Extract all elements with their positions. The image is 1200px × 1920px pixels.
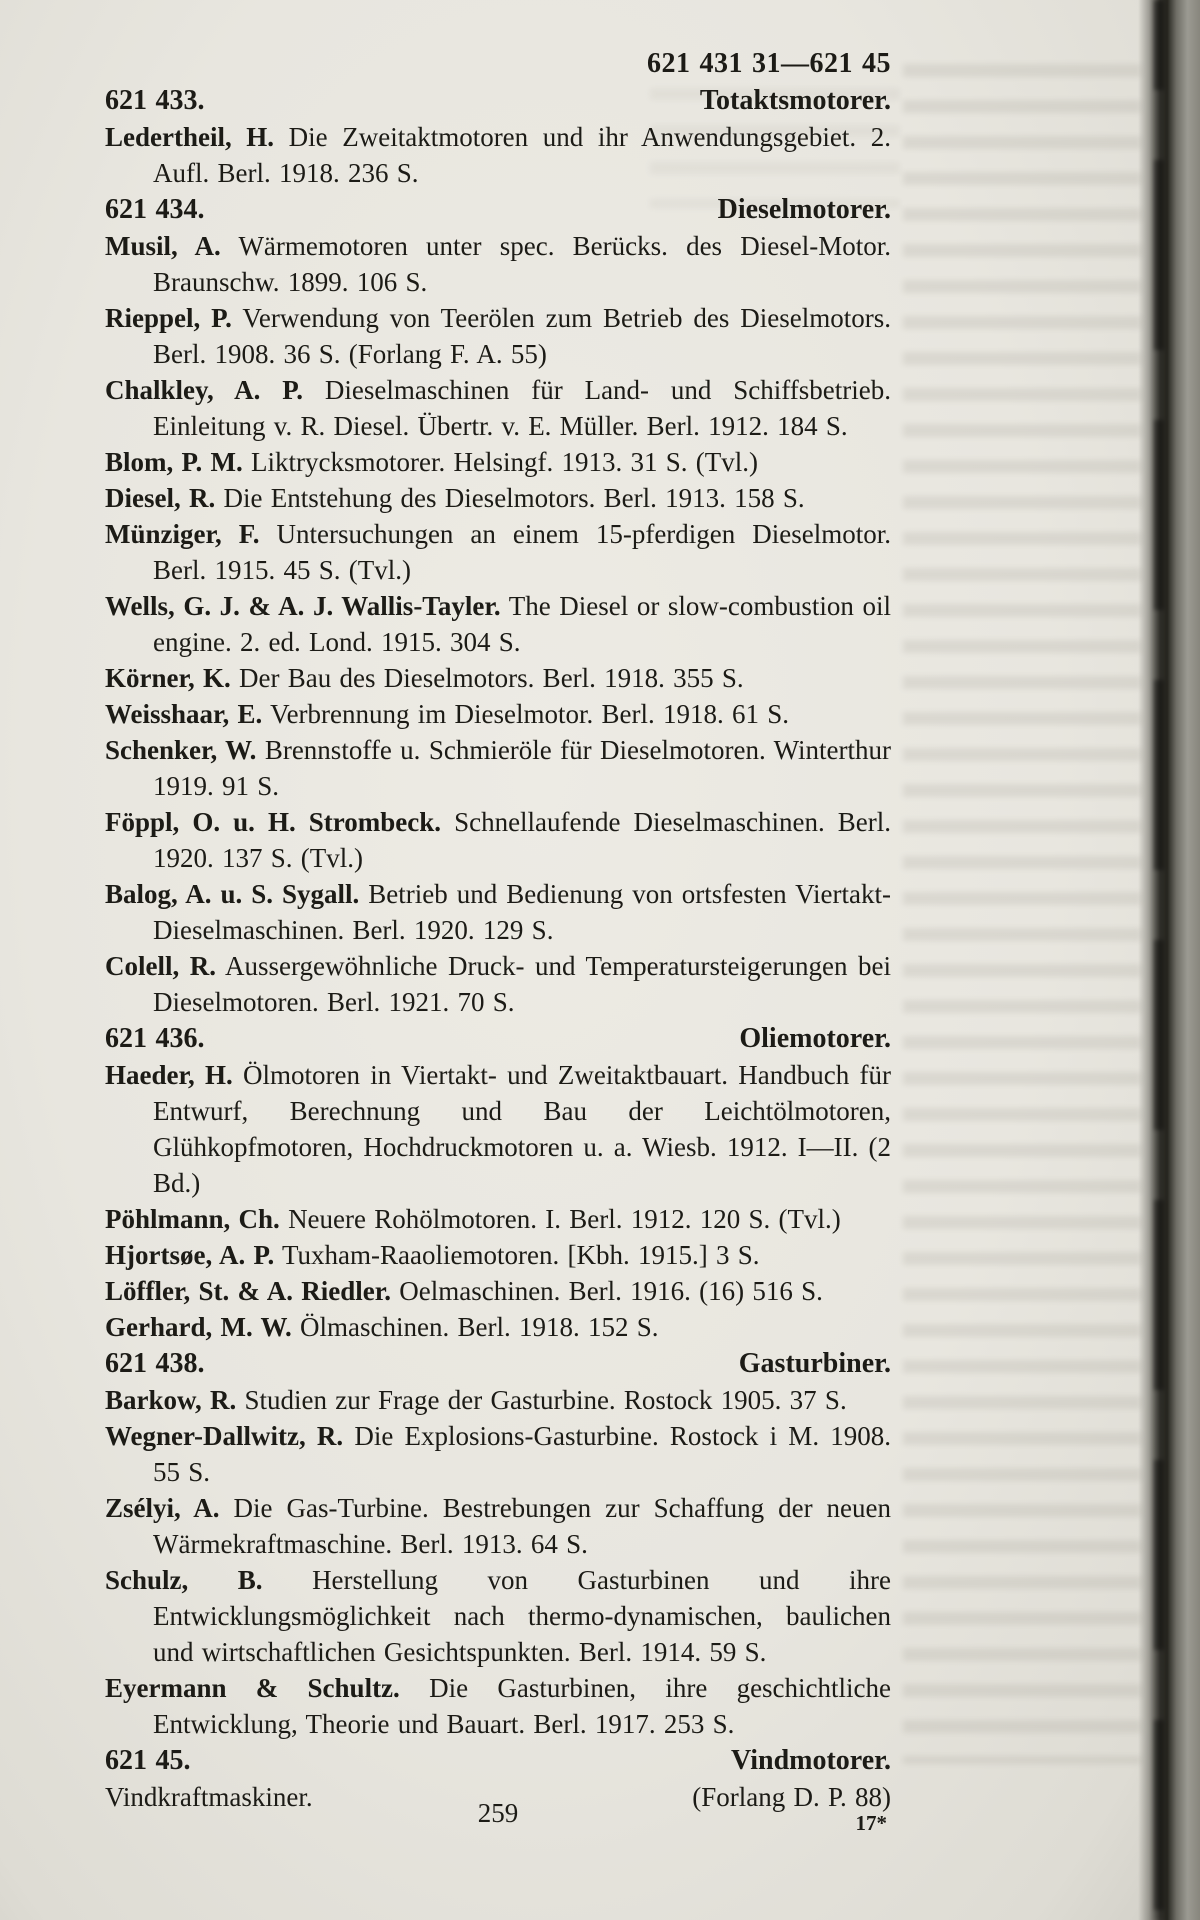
section-number: 621 434. — [105, 194, 205, 225]
bibliography-entry — [105, 228, 891, 300]
entry-author: Schenker, W. — [105, 735, 257, 765]
note-text: Vindkraftmaskiner. — [105, 1782, 313, 1812]
entry-text: Verwendung von Teerölen zum Betrieb des Dieselmotors. Berl. 1908. 36 S. (Forlang F. A. 55) — [153, 303, 892, 369]
bibliography-entry — [105, 516, 891, 588]
section-entries — [105, 228, 891, 1020]
bibliography-entry — [105, 876, 891, 948]
section-title: Vindmotorer. — [731, 1745, 891, 1776]
entry-author: Blom, P. M. — [105, 447, 243, 477]
entry-author: Rieppel, P. — [105, 303, 232, 333]
bibliography-entry — [105, 732, 891, 804]
entry-text: Die Gas-Turbine. Bestrebungen zur Schaffung der neuen Wärmekraftmaschine. Berl. 1913. 64 S. — [153, 1493, 892, 1559]
entry-text: The Diesel or slow-combustion oil engine. 2. ed. Lond. 1915. 304 S. — [153, 591, 891, 657]
entry-text: Studien zur Frage der Gasturbine. Rostock 1905. 37 S. — [244, 1385, 847, 1415]
section-title: Gasturbiner. — [738, 1348, 891, 1379]
entry-text: Aussergewöhnliche Druck- und Temperatursteigerungen bei Dieselmotoren. Berl. 1921. 70 S. — [153, 951, 891, 1017]
entry-text: Untersuchungen an einem 15-pferdigen Dieselmotor. Berl. 1915. 45 S. (Tvl.) — [153, 519, 891, 585]
entry-author: Ledertheil, H. — [105, 122, 275, 152]
section-heading — [105, 1743, 891, 1779]
entry-author: Chalkley, A. P. — [105, 375, 304, 405]
signature-mark: 17* — [855, 1811, 887, 1835]
entry-author: Colell, R. — [105, 951, 216, 981]
bibliography-entry — [105, 444, 891, 480]
entry-author: Musil, A. — [105, 231, 221, 261]
entry-text: Neuere Rohölmotoren. I. Berl. 1912. 120 S. (Tvl.) — [288, 1204, 841, 1234]
entry-text: Dieselmaschinen für Land- und Schiffsbetrieb. Einleitung v. R. Diesel. Übertr. v. E. Müller. Berl. 1912. 184 S. — [153, 375, 891, 441]
section-number: 621 45. — [105, 1745, 191, 1776]
page-footer — [105, 1795, 891, 1835]
entry-text: Ölmotoren in Viertakt- und Zweitaktbauart. Handbuch für Entwurf, Berechnung und Bau der Leichtölmotoren, Glühkopfmotoren, Hochdruckmotoren u. a. Wiesb. 1912. I—II. (2 Bd.) — [153, 1060, 891, 1198]
section-heading — [105, 83, 891, 119]
bibliography-entry — [105, 300, 891, 372]
bibliography-entry — [105, 696, 891, 732]
entry-author: Weisshaar, E. — [105, 699, 263, 729]
bibliography-entry — [105, 1237, 891, 1273]
classification-section — [105, 1021, 891, 1345]
bibliography-entry — [105, 119, 891, 191]
entry-text: Herstellung von Gasturbinen und ihre Entwicklungsmöglichkeit nach thermo-dynamischen, baulichen und wirtschaftlichen Gesichtspunkten. Berl. 1914. 59 S. — [153, 1565, 892, 1667]
entry-text: Schnellaufende Dieselmaschinen. Berl. 1920. 137 S. (Tvl.) — [153, 807, 892, 873]
section-entries — [105, 1382, 891, 1742]
bibliography-entry — [105, 588, 891, 660]
section-number: 621 436. — [105, 1023, 205, 1054]
entry-text: Verbrennung im Dieselmotor. Berl. 1918. 61 S. — [270, 699, 790, 729]
section-number: 621 438. — [105, 1348, 205, 1379]
entry-author: Barkow, R. — [105, 1385, 237, 1415]
entry-text: Oelmaschinen. Berl. 1916. (16) 516 S. — [399, 1276, 823, 1306]
entry-text: Liktrycksmotorer. Helsingf. 1913. 31 S. (Tvl.) — [251, 447, 758, 477]
entry-author: Hjortsøe, A. P. — [105, 1240, 275, 1270]
bibliography-entry — [105, 1418, 891, 1490]
entry-author: Körner, K. — [105, 663, 231, 693]
entry-author: Diesel, R. — [105, 483, 216, 513]
entry-author: Eyermann & Schultz. — [105, 1673, 400, 1703]
bleedthrough-texture — [903, 64, 1141, 1764]
entry-text: Ölmaschinen. Berl. 1918. 152 S. — [300, 1312, 659, 1342]
section-heading — [105, 1346, 891, 1382]
section-heading — [105, 1021, 891, 1057]
entry-text: Brennstoffe u. Schmieröle für Dieselmotoren. Winterthur 1919. 91 S. — [153, 735, 891, 801]
bibliography-entry — [105, 1382, 891, 1418]
section-title: Dieselmotorer. — [717, 194, 891, 225]
section-title: Oliemotorer. — [739, 1023, 891, 1054]
entry-author: Schulz, B. — [105, 1565, 263, 1595]
section-entries — [105, 119, 891, 191]
section-title: Totaktsmotorer. — [699, 85, 891, 116]
entry-text: Betrieb und Bedienung von ortsfesten Viertakt-Dieselmaschinen. Berl. 1920. 129 S. — [153, 879, 892, 945]
classification-section — [105, 192, 891, 1020]
entry-author: Zsélyi, A. — [105, 1493, 220, 1523]
entry-author: Haeder, H. — [105, 1060, 233, 1090]
page-number: 259 — [477, 1798, 519, 1828]
entry-author: Gerhard, M. W. — [105, 1312, 292, 1342]
entry-text: Die Entstehung des Dieselmotors. Berl. 1913. 158 S. — [223, 483, 805, 513]
bibliography-entry — [105, 1670, 891, 1742]
note-reference: (Forlang D. P. 88) — [692, 1782, 891, 1812]
entry-author: Münziger, F. — [105, 519, 260, 549]
section-heading — [105, 192, 891, 228]
classification-section — [105, 83, 891, 191]
page-content — [105, 0, 891, 1815]
bibliography-entry — [105, 660, 891, 696]
bibliography-entry — [105, 480, 891, 516]
entry-author: Wegner-Dallwitz, R. — [105, 1421, 344, 1451]
bibliography-entry — [105, 1201, 891, 1237]
entry-author: Balog, A. u. S. Sygall. — [105, 879, 360, 909]
classification-section — [105, 1346, 891, 1742]
entry-author: Löffler, St. & A. Riedler. — [105, 1276, 391, 1306]
bibliography-entry — [105, 1273, 891, 1309]
bibliography-entry — [105, 1490, 891, 1562]
bibliography-sections — [105, 83, 891, 1815]
section-number: 621 433. — [105, 85, 205, 116]
bibliography-entry — [105, 804, 891, 876]
bibliography-entry — [105, 1057, 891, 1201]
section-entries — [105, 1057, 891, 1345]
entry-text: Die Zweitaktmotoren und ihr Anwendungsgebiet. 2. Aufl. Berl. 1918. 236 S. — [153, 122, 891, 188]
entry-text: Tuxham-Raaoliemotoren. [Kbh. 1915.] 3 S. — [282, 1240, 760, 1270]
entry-text: Die Gasturbinen, ihre geschichtliche Entwicklung, Theorie und Bauart. Berl. 1917. 253 S. — [153, 1673, 892, 1739]
entry-author: Föppl, O. u. H. Strombeck. — [105, 807, 441, 837]
entry-author: Wells, G. J. & A. J. Wallis-Tayler. — [105, 591, 501, 621]
entry-text: Wärmemotoren unter spec. Berücks. des Diesel-Motor. Braunschw. 1899. 106 S. — [153, 231, 891, 297]
entry-text: Der Bau des Dieselmotors. Berl. 1918. 355 S. — [239, 663, 744, 693]
entry-author: Pöhlmann, Ch. — [105, 1204, 280, 1234]
bibliography-entry — [105, 372, 891, 444]
entry-text: Die Explosions-Gasturbine. Rostock i M. 1908. 55 S. — [153, 1421, 892, 1487]
bibliography-entry — [105, 1309, 891, 1345]
bibliography-entry — [105, 948, 891, 1020]
bibliography-entry — [105, 1562, 891, 1670]
scan-edge — [1138, 0, 1200, 1920]
running-head: 621 431 31—621 45 — [647, 48, 891, 79]
